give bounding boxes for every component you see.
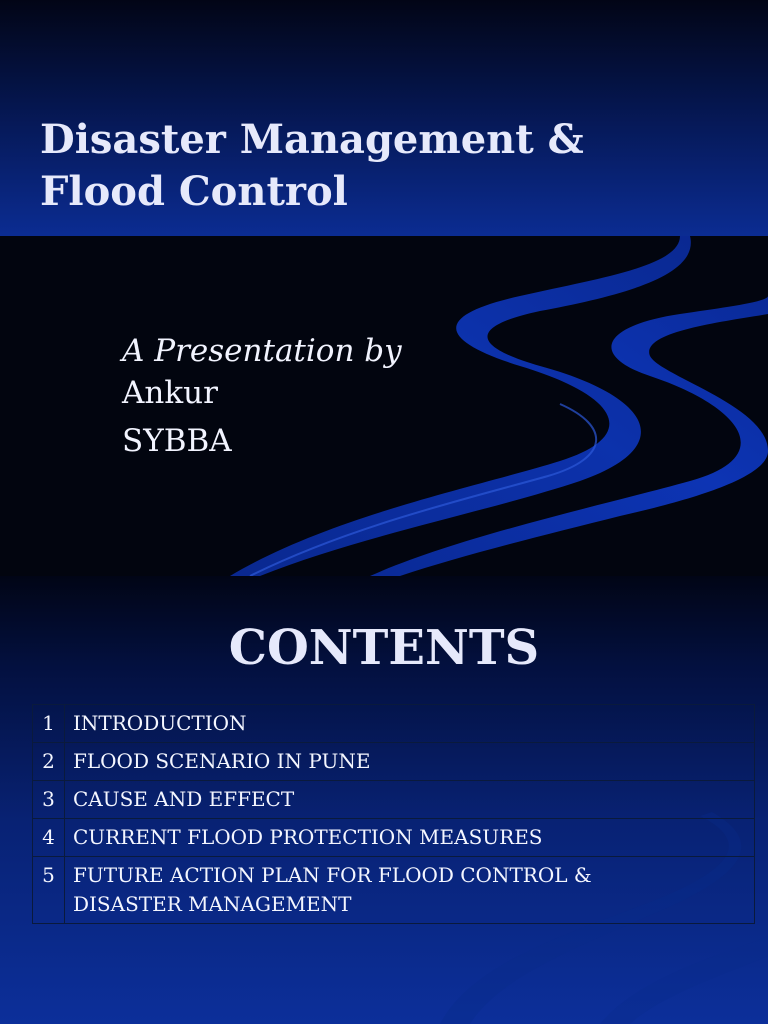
- contents-table: [32, 704, 755, 924]
- ribbon-back: [230, 236, 691, 576]
- course-name: SYBBA: [122, 423, 232, 459]
- table-row: [33, 781, 755, 819]
- contents-heading: CONTENTS: [228, 620, 540, 676]
- table-row: [33, 857, 755, 924]
- title-line-2: Flood Control: [40, 168, 348, 215]
- row-number: 2: [33, 743, 65, 781]
- row-number: 3: [33, 781, 65, 819]
- slide-title: [40, 114, 720, 218]
- contents-slide: [0, 576, 768, 1024]
- row-text: FLOOD SCENARIO IN PUNE: [65, 743, 755, 781]
- presentation-by-label: A Presentation by: [122, 333, 402, 369]
- table-row: [33, 743, 755, 781]
- row-number: 4: [33, 819, 65, 857]
- row-text: CAUSE AND EFFECT: [65, 781, 755, 819]
- table-row: [33, 819, 755, 857]
- row-text: [65, 857, 755, 924]
- row-text-line-1: FUTURE ACTION PLAN FOR FLOOD CONTROL &: [73, 863, 592, 887]
- ribbon-front: [370, 296, 768, 576]
- row-text: CURRENT FLOOD PROTECTION MEASURES: [65, 819, 755, 857]
- row-text: INTRODUCTION: [65, 705, 755, 743]
- row-text-line-2: DISASTER MANAGEMENT: [73, 892, 352, 916]
- title-line-1: Disaster Management &: [40, 116, 584, 163]
- row-number: 1: [33, 705, 65, 743]
- wave-swoosh-graphic: [0, 236, 768, 576]
- author-name: Ankur: [122, 375, 218, 411]
- table-row: [33, 705, 755, 743]
- row-number: 5: [33, 857, 65, 924]
